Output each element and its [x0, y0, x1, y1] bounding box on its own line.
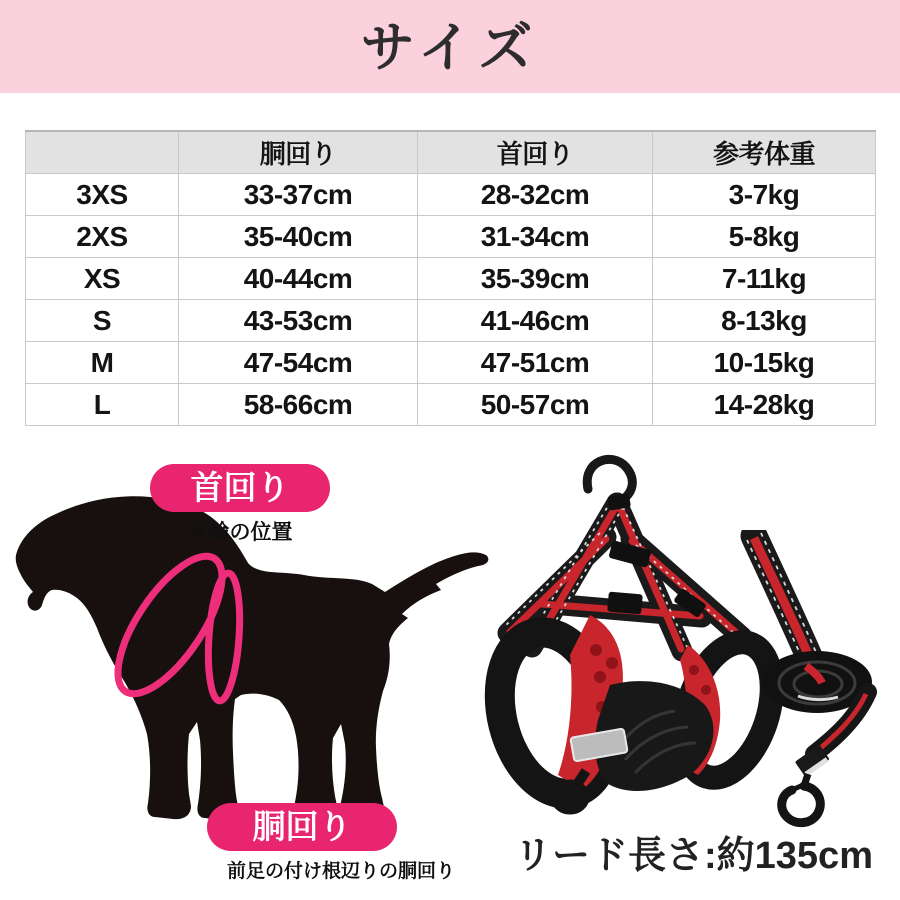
size-cell: S — [26, 300, 179, 342]
weight-cell: 5-8kg — [653, 216, 876, 258]
neck-cell: 41-46cm — [418, 300, 653, 342]
column-header-weight: 参考体重 — [653, 131, 876, 174]
size-row-3xs — [26, 174, 876, 216]
size-cell: XS — [26, 258, 179, 300]
size-row-2xs — [26, 216, 876, 258]
neck-badge: 首回り — [150, 464, 330, 512]
size-cell: M — [26, 342, 179, 384]
girth-badge: 胴回り — [207, 803, 397, 851]
neck-cell: 31-34cm — [418, 216, 653, 258]
size-row-s — [26, 300, 876, 342]
column-header-girth: 胴回り — [179, 131, 418, 174]
size-cell: L — [26, 384, 179, 426]
girth-cell: 47-54cm — [179, 342, 418, 384]
size-cell: 2XS — [26, 216, 179, 258]
leash-snap-hook — [782, 786, 821, 823]
leash-strap-stripe — [754, 538, 814, 668]
size-row-l — [26, 384, 876, 426]
page-title: サイズ — [360, 18, 540, 78]
size-row-m — [26, 342, 876, 384]
weight-cell: 3-7kg — [653, 174, 876, 216]
size-row-xs — [26, 258, 876, 300]
neck-cell: 50-57cm — [418, 384, 653, 426]
girth-cell: 33-37cm — [179, 174, 418, 216]
neck-cell: 35-39cm — [418, 258, 653, 300]
column-header-size — [26, 131, 179, 174]
girth-cell: 58-66cm — [179, 384, 418, 426]
girth-cell: 43-53cm — [179, 300, 418, 342]
weight-cell: 7-11kg — [653, 258, 876, 300]
harness-ring-connector — [578, 771, 586, 783]
column-header-neck: 首回り — [418, 131, 653, 174]
size-table-header-row — [26, 131, 876, 174]
girth-caption: 前足の付け根辺りの胴回り — [227, 861, 456, 882]
girth-cell: 40-44cm — [179, 258, 418, 300]
neck-caption: 首輪の位置 — [187, 521, 293, 544]
girth-cell: 35-40cm — [179, 216, 418, 258]
weight-cell: 14-28kg — [653, 384, 876, 426]
leash-length-text: リード長さ:約135cm — [514, 835, 873, 877]
size-cell: 3XS — [26, 174, 179, 216]
leash-photo — [720, 530, 900, 840]
neck-cell: 28-32cm — [418, 174, 653, 216]
neck-cell: 47-51cm — [418, 342, 653, 384]
size-table — [25, 130, 876, 426]
weight-cell: 10-15kg — [653, 342, 876, 384]
size-banner — [0, 0, 900, 93]
weight-cell: 8-13kg — [653, 300, 876, 342]
